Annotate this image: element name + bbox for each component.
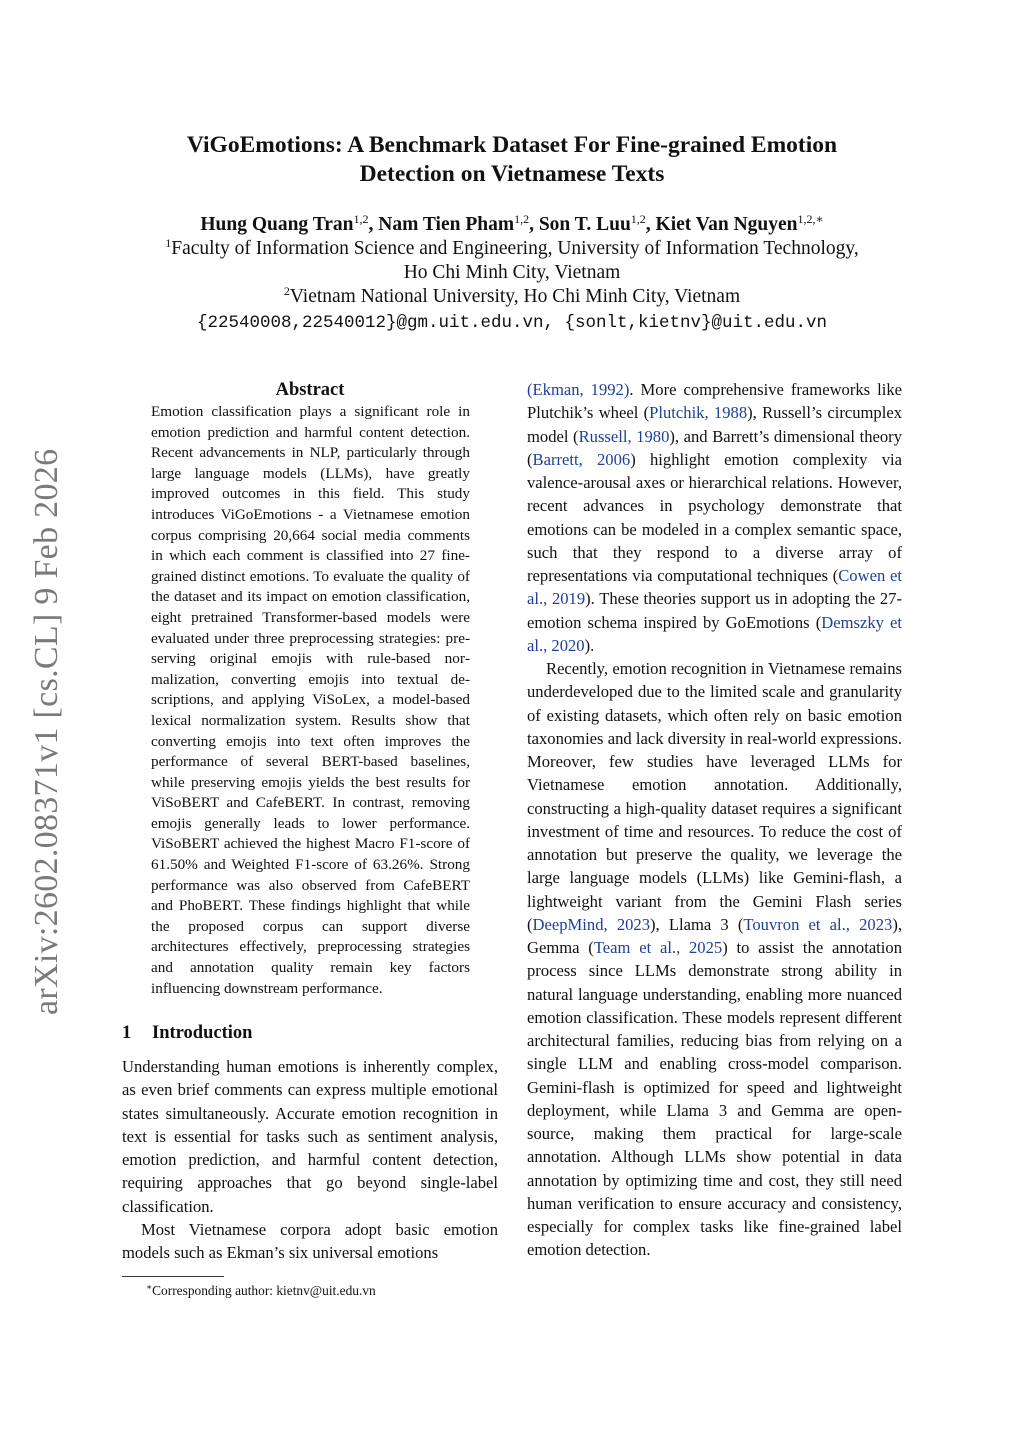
paragraph-text: ). These theories support us in adopting the 27-emotion schema inspired by GoEmotions ( xyxy=(527,589,902,632)
right-paragraph-1 xyxy=(527,378,902,657)
intro-paragraph-2: Most Vietnamese corpora adopt basic emotion models such as Ekman’s six universal emotions xyxy=(122,1219,498,1263)
abstract-heading: Abstract xyxy=(275,380,345,400)
author-affiliation-marker: 1,2,∗ xyxy=(797,212,824,226)
paragraph-text: ), Gemma ( xyxy=(527,914,902,957)
paragraph-text: ), Llama 3 ( xyxy=(650,914,744,934)
author-name: Kiet Van Nguyen xyxy=(655,214,798,235)
affiliation-1-line-1: Faculty of Information Science and Engineering, University of Information Technology, xyxy=(171,238,859,259)
section-heading-introduction xyxy=(122,1021,498,1045)
citation-link[interactable]: (Ekman, 1992) xyxy=(527,380,630,399)
citation-link[interactable]: Plutchik, 1988 xyxy=(649,403,748,423)
footnote-marker: ∗ xyxy=(146,1282,153,1293)
footnote xyxy=(122,1283,498,1299)
paragraph-text: Recently, emotion recognition in Vietnamese remains underdeveloped due to the limited scale and granularity of existing datasets, which often rely on basic emotion taxonomies and lack diversity in real-world expressions. Moreover, few studies have leveraged LLMs for Vietnamese emotion annotation. Additionally, constructing a high-quality dataset requires a significant investment of time and resources. To reduce the cost of annotation but preserve the quality, we leverage the large language models (LLMs) like Gemini-flash, a lightweight variant from the Gemini Flash series ( xyxy=(527,659,902,934)
right-paragraph-2 xyxy=(527,657,902,1262)
affiliation-2 xyxy=(80,285,944,309)
author-affiliation-marker: 1,2 xyxy=(514,212,530,226)
paragraph-text: ), Russell’s circumplex model ( xyxy=(527,403,902,446)
author-emails: {22540008,22540012}@gm.uit.edu.vn, {sonlt,kietnv}@uit.edu.vn xyxy=(196,313,828,333)
citation-link[interactable]: Team et al., 2025 xyxy=(593,938,723,957)
intro-paragraph-1: Understanding human emotions is inherently complex, as even brief comments can express multiple emotional states simultaneously. Accurate emotion recognition in text is essential for tasks such as sentiment analysis, emotion prediction, and harmful content detection, requiring approaches that go beyond single-label classification. xyxy=(122,1057,498,1216)
arxiv-identifier-stamp: arXiv:2602.08371v1 [cs.CL] 9 Feb 2026 xyxy=(28,448,65,1015)
paragraph-text: ) to assist the annotation process since LLMs demonstrate strong ability in natural language understanding, enabling more nuanced emotion classification. These models represent different architectural families, reducing bias from relying on a single LLM and enabling cross-model comparison. Gemini-flash is optimized for speed and lightweight deployment, while Llama 3 and Gemma are open-source, making them practical for large-scale annotation. Although LLMs show potential in data annotation by optimizing time and cost, they still need human verification to ensure accuracy and consistency, especially for complex tasks like fine-grained label emotion detection. xyxy=(527,938,902,1260)
author-names: Hung Quang Tran$^{1,2}$, Nam Tien Pham$^{1,2}$, Son T. Luu$^{1,2}$, Kiet Van Nguyen$^{1,2,∗}$ xyxy=(200,212,824,235)
citation-link[interactable]: Demszky et al., 2020 xyxy=(527,612,903,655)
footnote-divider xyxy=(122,1276,224,1277)
section-number: 1 xyxy=(122,1023,132,1044)
title-line-2: Detection on Vietnamese Texts xyxy=(359,161,665,187)
affiliation-marker: 2 xyxy=(283,284,290,298)
citation-link[interactable]: DeepMind, 2023 xyxy=(532,914,651,934)
affiliation-marker: 1 xyxy=(165,236,172,250)
citation-link[interactable]: Russell, 1980 xyxy=(578,426,670,446)
abstract-text: Emotion classification plays a significant role in emotion prediction and harmful content detection. Recent advancements in NLP, particularly through large language models (LLMs), have greatly improved outcomes in this field. This study introduces ViGoEmotions - a Vietnamese emotion corpus comprising 20,664 social media comments in which each comment is classified into 27 fine-grained distinct emotions. To evaluate the quality of the dataset and its impact on emotion classification, eight pretrained Transformer-based models were evaluated under three preprocessing strategies: preserving original emojis with rule-based normalization, converting emojis into textual descriptions, and applying ViSoLex, a model-based lexical normalization system. Results show that converting emojis into text often improves the performance of several BERT-based baselines, while preserving emojis yields the best results for ViSoBERT and CafeBERT. In contrast, removing emojis generally leads to lower performance. ViSoBERT achieved the highest Macro F1-score of 61.50% and Weighted F1-score of 63.26%. Strong performance was also observed from CafeBERT and PhoBERT. These findings highlight that while the proposed corpus can support diverse architectures effectively, preprocessing strategies and annotation quality remain key factors influencing downstream performance. xyxy=(151,403,470,997)
paragraph-text: ) highlight emotion complexity via valence-arousal axes or hierarchical relations. However, recent advances in psychology demonstrate that emotions can be modeled in a complex semantic space, such that they respond to a diverse array of representations via computational techniques ( xyxy=(527,449,902,585)
citation-link[interactable]: Touvron et al., 2023 xyxy=(743,914,893,934)
paragraph-text: ), and Barrett’s dimensional theory ( xyxy=(527,426,903,469)
citation-link[interactable]: Barrett, 2006 xyxy=(532,449,631,469)
affiliation-1 xyxy=(80,237,944,261)
paper-title xyxy=(100,131,924,189)
author-name: Son T. Luu xyxy=(538,214,631,235)
affiliation-2-text: Vietnam National University, Ho Chi Minh City, Vietnam xyxy=(289,286,741,307)
author-name: Nam Tien Pham xyxy=(378,214,515,235)
citation-link[interactable]: Cowen et al., 2019 xyxy=(527,566,902,609)
author-name: Hung Quang Tran xyxy=(200,214,354,235)
affiliation-1-line-2: Ho Chi Minh City, Vietnam xyxy=(403,262,621,283)
section-title: Introduction xyxy=(152,1023,253,1044)
paragraph-text: . More comprehensive frameworks like Plutchik’s wheel ( xyxy=(527,380,903,423)
author-affiliation-marker: 1,2 xyxy=(630,212,646,226)
footnote-text: Corresponding author: kietnv@uit.edu.vn xyxy=(152,1283,376,1299)
author-block xyxy=(80,213,944,335)
paragraph-text: ). xyxy=(584,635,595,655)
left-column xyxy=(122,378,498,1299)
author-affiliation-marker: 1,2 xyxy=(353,212,369,226)
title-line-1: ViGoEmotions: A Benchmark Dataset For Fine-grained Emotion xyxy=(186,132,838,158)
right-column xyxy=(527,378,902,1262)
